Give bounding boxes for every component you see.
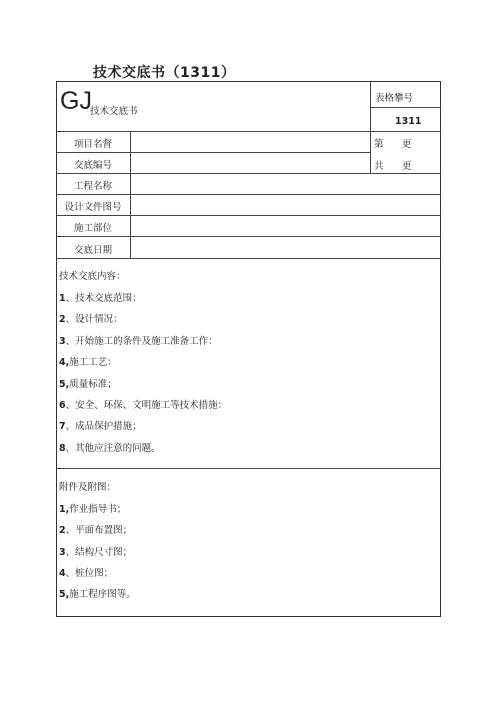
gj-logo: GJ (60, 87, 92, 115)
item-number: 8 (59, 443, 66, 454)
item-number: 2 (59, 314, 66, 325)
row-divider (56, 173, 441, 174)
item-text: 、安全、环保、文明施工等技术措施： (65, 401, 228, 411)
total-suffix: 更 (402, 162, 412, 172)
list-item (59, 354, 117, 368)
list-item (59, 522, 132, 536)
column-divider (130, 131, 131, 258)
list-item (59, 376, 117, 390)
list-item (59, 544, 132, 558)
item-text: 、设计情况： (65, 315, 123, 325)
item-text: 施工工艺： (69, 358, 117, 368)
field-label-date: 交底日期 (73, 246, 112, 256)
column-divider (370, 81, 371, 173)
total-label: 共 (374, 162, 384, 172)
section-divider (56, 468, 441, 469)
field-label-drawing-no: 设计文件图号 (64, 203, 122, 213)
form-no-value: 1311 (395, 116, 422, 127)
item-number: 4, (59, 357, 70, 368)
item-number: 1, (59, 504, 70, 515)
item-text: 、平面布置图； (65, 526, 133, 536)
item-text: 、桩位图； (65, 569, 114, 579)
row-divider (56, 131, 441, 132)
document-title: 技术交底书（1311） (93, 65, 236, 81)
item-number: 6 (59, 400, 66, 411)
row-divider (56, 152, 370, 153)
item-text: 、结构尺寸图； (65, 548, 133, 558)
item-text: 、技术交底范围： (65, 294, 142, 304)
list-item (59, 290, 142, 304)
list-item (59, 440, 161, 454)
list-item (59, 501, 126, 515)
item-number: 2 (59, 525, 66, 536)
item-number: 3 (59, 336, 66, 347)
item-number: 5, (59, 379, 70, 390)
page-suffix: 更 (402, 140, 412, 150)
item-number: 4 (59, 568, 66, 579)
row-divider (56, 194, 441, 195)
form-no-label: 表格攀号 (375, 94, 414, 104)
row-divider (56, 258, 441, 259)
item-text: 、成品保护措施； (65, 422, 142, 432)
field-label-project-name: 工程名称 (73, 182, 112, 192)
form-no-divider (370, 107, 441, 108)
row-divider (56, 236, 441, 237)
attachments-heading: 附件及附图： (59, 483, 117, 493)
item-number: 1 (59, 293, 66, 304)
list-item (59, 311, 123, 325)
content-heading: 技术交底内容： (59, 272, 126, 282)
item-text: 、开始施工的条件及施工准备工作： (65, 337, 218, 347)
page-label: 第 (374, 140, 384, 150)
list-item (59, 418, 142, 432)
item-text: 质量标准； (69, 380, 117, 390)
field-label-project: 项目名督 (73, 140, 112, 150)
doc-name: 技术交底书 (90, 107, 138, 117)
field-label-location: 施工部位 (73, 224, 112, 234)
item-text: 、其他应注意的问题。 (65, 444, 161, 454)
field-label-handover-no: 交底编号 (73, 161, 112, 171)
item-text: 作业指导书； (69, 505, 127, 515)
item-number: 5, (59, 589, 70, 600)
item-number: 3 (59, 547, 66, 558)
row-divider (56, 215, 441, 216)
list-item (59, 333, 218, 347)
item-number: 7 (59, 421, 66, 432)
list-item (59, 586, 136, 600)
list-item (59, 565, 113, 579)
item-text: 施工程序图等。 (69, 590, 136, 600)
list-item (59, 397, 227, 411)
